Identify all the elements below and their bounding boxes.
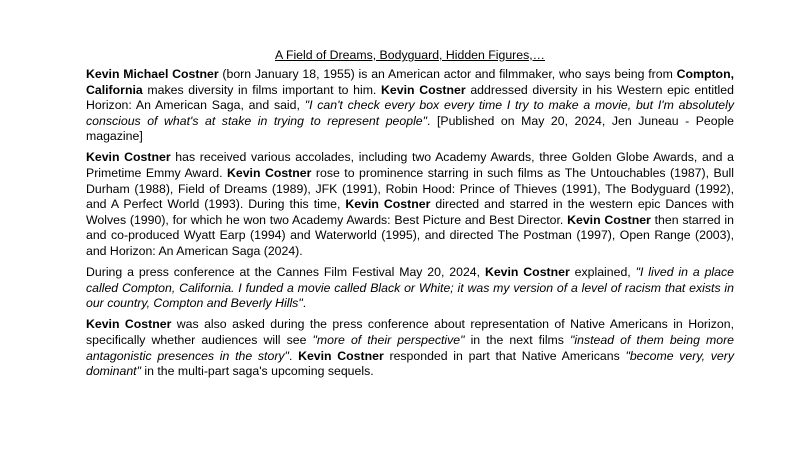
bold-name: Kevin Costner <box>345 197 431 212</box>
bold-name: Kevin Costner <box>86 150 171 165</box>
text-run: . <box>302 296 307 311</box>
page-title: A Field of Dreams, Bodyguard, Hidden Figures,… <box>275 48 545 62</box>
text-run: explained, <box>569 265 636 280</box>
document-body <box>86 48 734 385</box>
text-run: . [Published on May 20, 2024, Jen Juneau - People magazine] <box>86 113 734 144</box>
text-run: During a press conference at the Cannes Film Festival May 20, 2024, <box>86 265 485 280</box>
text-run: rose to prominence starring in such films as The Untouchables (1987), Bull Durham (1988), Field of Dreams (1989), JFK (1991), Robin Hood: Prince of Thieves (1991), The Bodyguard (1992), and A Perfect World (1993). During this time, <box>86 166 734 212</box>
bold-name: Kevin Costner <box>226 166 312 181</box>
paragraph-1 <box>86 67 734 145</box>
bold-name: Kevin Costner <box>381 82 466 97</box>
text-run: addressed diversity in his Western epic entitled Horizon: An American Saga, and said, <box>86 82 734 113</box>
text-run: was also asked during the press conference about representation of Native Americans in Horizon, specifically whether audiences will see <box>86 317 734 347</box>
italic-quote: "instead of them being more antagonistic presences in the story" <box>86 333 735 363</box>
paragraph-2 <box>86 150 734 259</box>
bold-place: Compton, California <box>86 67 734 97</box>
text-run: directed and starred in the western epic Dances with Wolves (1990), for which he won two Academy Awards: Best Picture and Best Director. <box>86 197 734 227</box>
text-run: in the multi-part saga's upcoming sequels. <box>140 364 374 379</box>
text-run: has received various accolades, including two Academy Awards, three Golden Globe Awards, and a Primetime Emmy Award. <box>86 150 734 181</box>
text-run: responded in part that Native Americans <box>383 348 626 363</box>
text-run: (born January 18, 1955) is an American actor and filmmaker, who says being from <box>218 67 677 81</box>
bold-name: Kevin Michael Costner <box>86 67 219 81</box>
italic-quote: "I lived in a place called Compton, California. I funded a movie called Black or White; it was my version of a level of racism that exists in our country, Compton and Beverly Hills" <box>86 265 734 311</box>
bold-name: Kevin Costner <box>567 212 651 227</box>
italic-quote: "become very, very dominant" <box>86 348 734 379</box>
italic-quote: "more of their perspective" <box>312 333 465 347</box>
bold-name: Kevin Costner <box>298 348 384 363</box>
text-run: in the next films <box>464 333 571 347</box>
bold-name: Kevin Costner <box>484 265 570 280</box>
italic-quote: "I can't check every box every time I try to make a movie, but I'm absolutely conscious of what's at stake in trying to represent people" <box>86 98 734 128</box>
paragraph-3 <box>86 265 734 312</box>
text-run: makes diversity in films important to him. <box>142 82 382 97</box>
text-run: then starred in and co-produced Wyatt Earp (1994) and Waterworld (1995), and directed The Postman (1997), Open Range (2003), and Horizon: An American Saga (2024). <box>86 212 734 259</box>
paragraph-4 <box>86 317 734 379</box>
bold-name: Kevin Costner <box>86 317 172 332</box>
text-run: . <box>288 348 299 363</box>
